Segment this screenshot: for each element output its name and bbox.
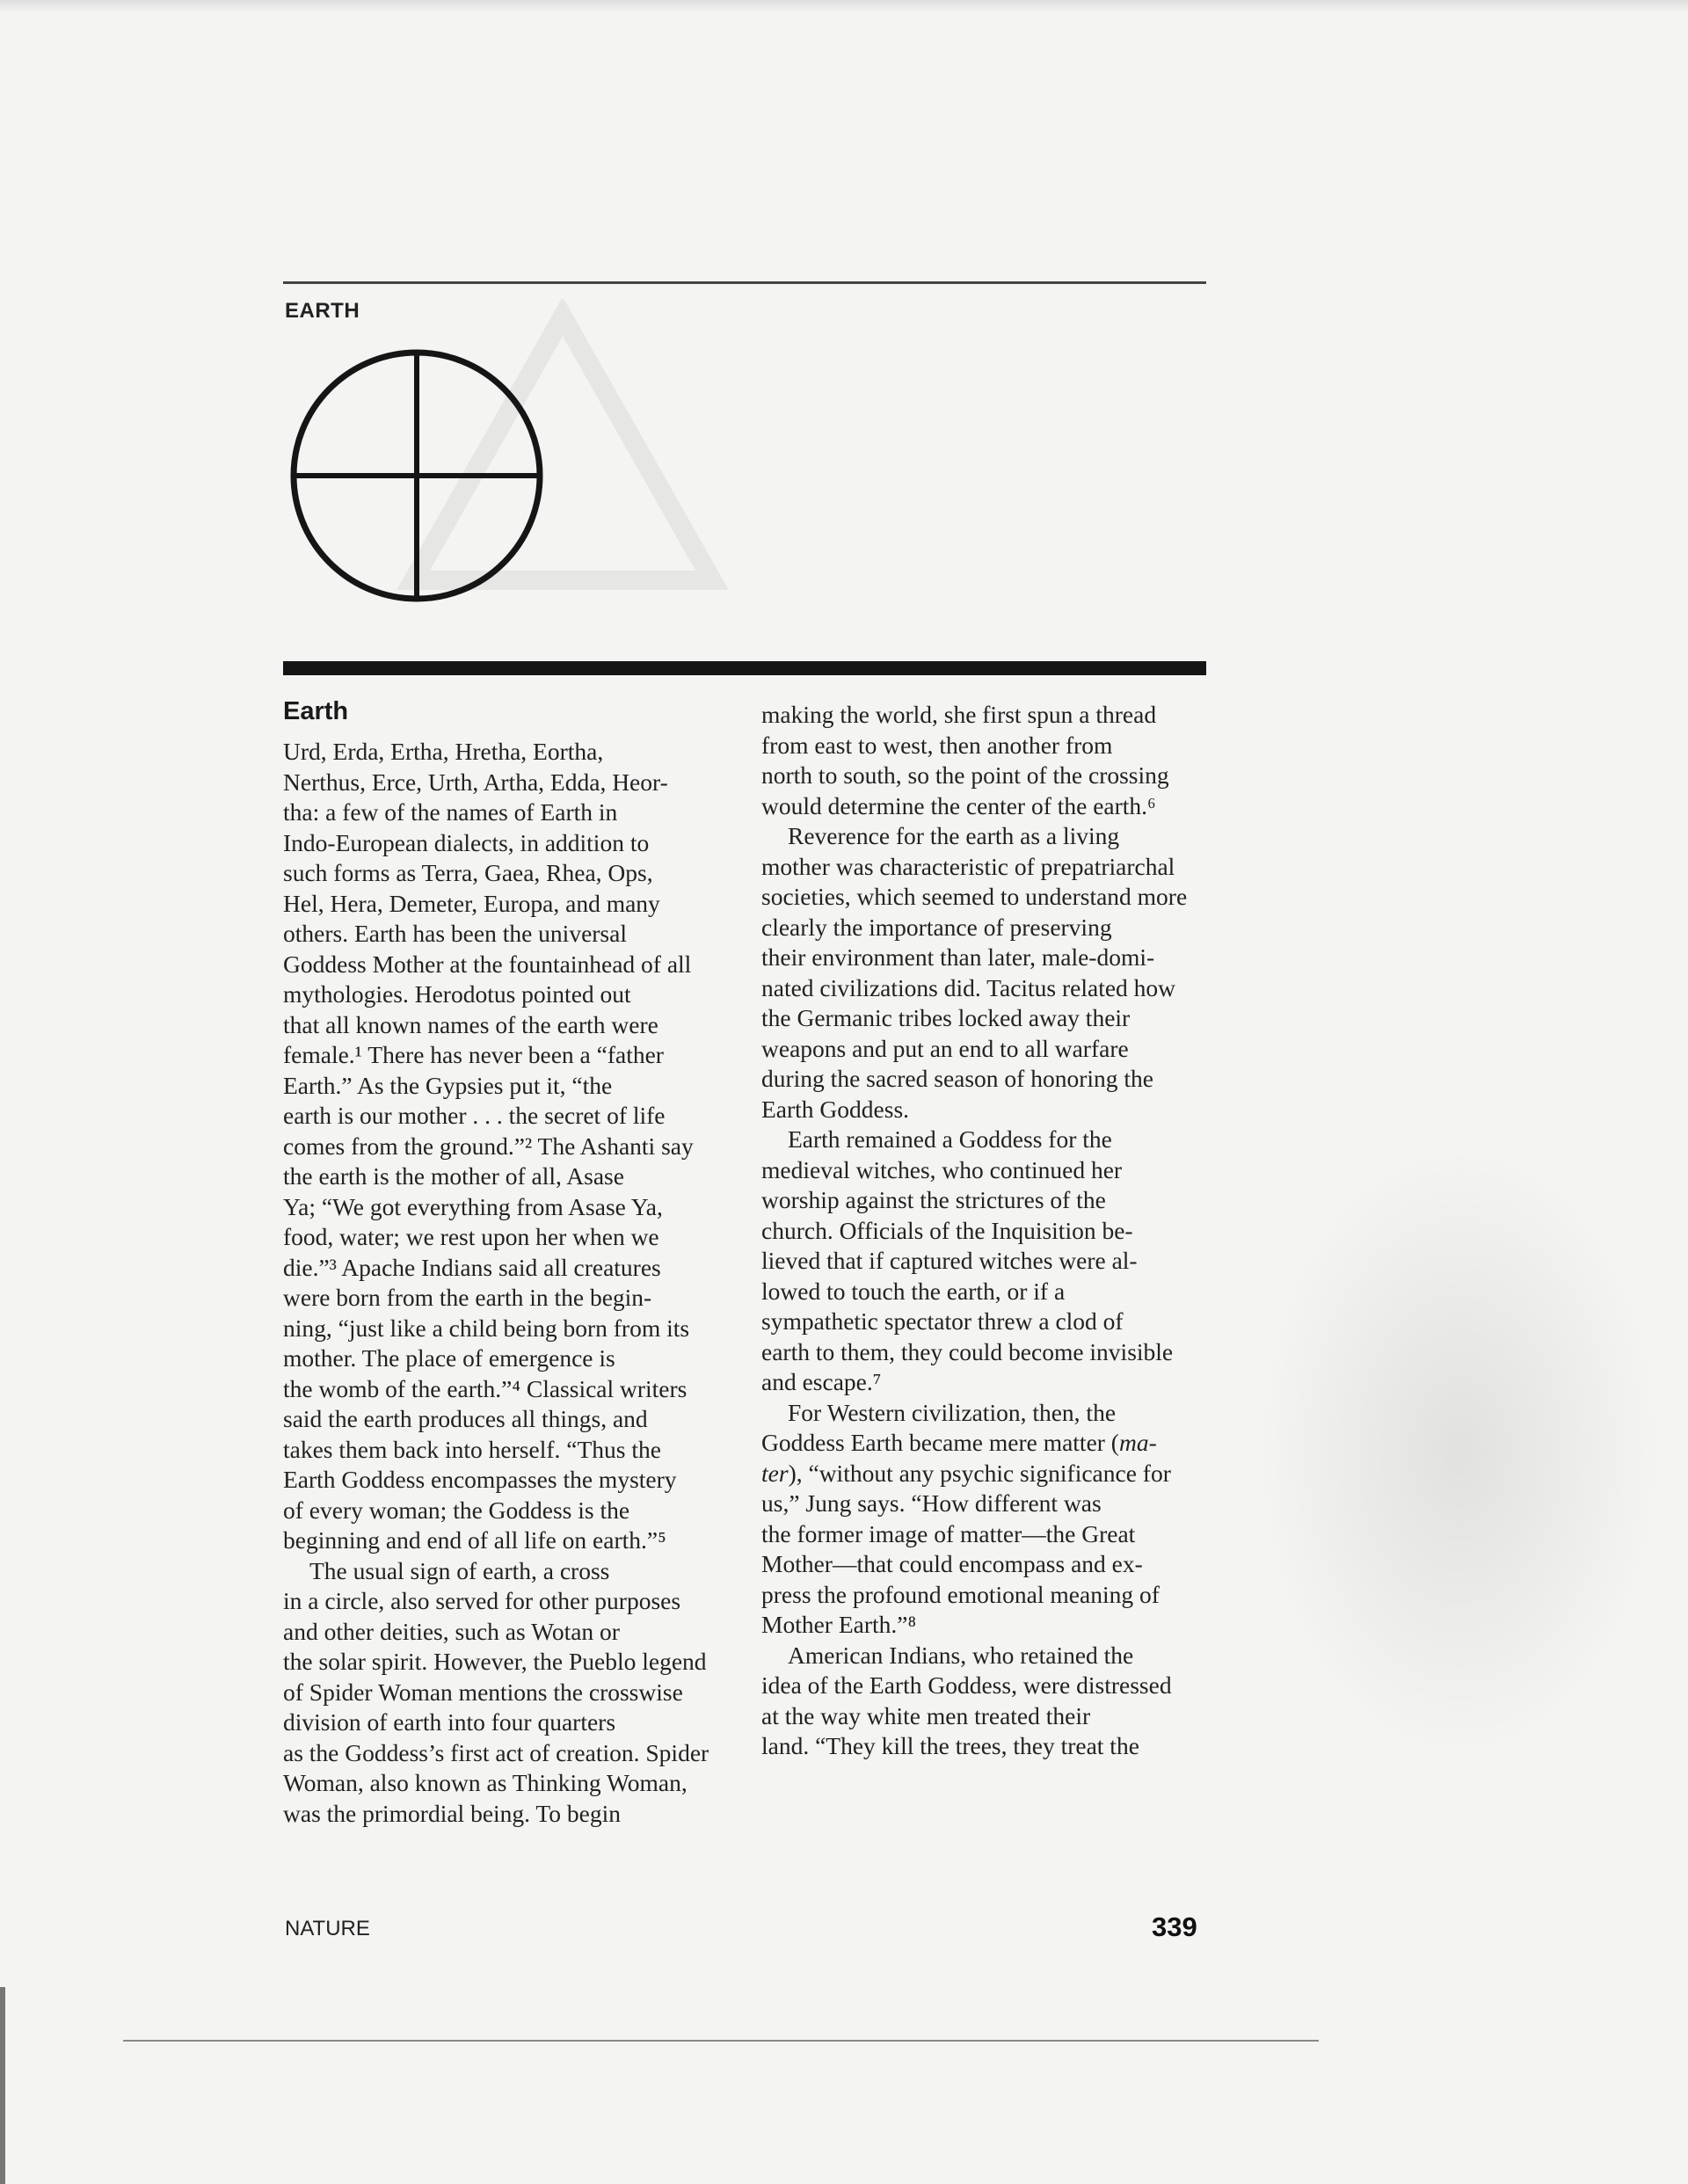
scan-bottom-line [123,2040,1319,2042]
text-line: as the Goddess’s first act of creation. Spider [283,1738,709,1766]
scan-shadow [1257,1143,1662,1758]
text-line: north to south, so the point of the crossing [761,761,1169,789]
text-line: such forms as Terra, Gaea, Rhea, Ops, [283,859,653,886]
text-line: Goddess Mother at the fountainhead of all [283,950,692,978]
text-line: medieval witches, who continued her [761,1155,1123,1183]
text-line: others. Earth has been the universal [283,920,627,947]
text-line: the solar spirit. However, the Pueblo legend [283,1648,707,1675]
text-line: Indo-European dialects, in addition to [283,828,650,856]
text-line: lieved that if captured witches were al- [761,1247,1138,1274]
text-line: earth is our mother . . . the secret of life [283,1102,666,1129]
text-line: Earth Goddess. [761,1095,910,1123]
text-line: clearly the importance of preserving [761,913,1112,941]
text-line: division of earth into four quarters [283,1708,616,1736]
text-line: Earth Goddess encompasses the mystery [283,1466,677,1493]
text-segment-italic: ma- [1118,1429,1157,1456]
text-line: Earth.” As the Gypsies put it, “the [283,1071,613,1099]
text-line: making the world, she first spun a thread [761,701,1157,728]
title-rule [283,661,1206,675]
text-line: church. Officials of the Inquisition be- [761,1216,1133,1244]
text-line: Nerthus, Erce, Urth, Artha, Edda, Heor- [283,768,668,796]
text-line: mythologies. Herodotus pointed out [283,980,631,1008]
text-line: beginning and end of all life on earth.”⁵ [283,1526,666,1554]
section-label: EARTH [285,299,360,323]
text-line: lowed to touch the earth, or if a [761,1277,1066,1305]
footer-section-label: NATURE [285,1917,370,1940]
scan-edge [0,0,1688,12]
text-line: ning, “just like a child being born from its [283,1314,690,1342]
text-line: of every woman; the Goddess is the [283,1496,630,1524]
text-line: Urd, Erda, Ertha, Hretha, Eortha, [283,738,604,765]
left-column [283,737,723,1829]
text-line: in a circle, also served for other purposes [283,1587,681,1614]
text-line: the former image of matter—the Great [761,1519,1136,1547]
text-segment: Goddess Earth became mere matter ( [761,1429,1119,1456]
text-line: their environment than later, male-domi- [761,943,1155,971]
earth-cross-circle-icon [283,339,550,613]
page-number: 339 [1152,1911,1197,1942]
text-segment: ), [788,1459,803,1487]
text-line: For Western civilization, then, the [788,1398,1117,1426]
right-column [761,700,1201,1762]
text-line: female.¹ There has never been a “father [283,1041,664,1068]
text-line: of Spider Woman mentions the crosswise [283,1678,683,1706]
article-title: Earth [283,697,349,725]
text-line: Mother—that could encompass and ex- [761,1550,1143,1577]
text-segment-italic: ter [761,1459,789,1487]
text-line: was the primordial being. To begin [283,1799,622,1827]
text-line: Ya; “We got everything from Asase Ya, [283,1192,663,1220]
text-line: food, water; we rest upon her when we [283,1223,659,1250]
scan-edge-mark [0,1987,5,2184]
text-line: and escape.⁷ [761,1368,882,1395]
text-line: American Indians, who retained the [788,1641,1134,1669]
text-line: the womb of the earth.”⁴ Classical writers [283,1374,688,1402]
text-line: the earth is the mother of all, Asase [283,1162,624,1190]
text-line [761,1428,1201,1459]
text-line: earth to them, they could become invisible [761,1337,1174,1365]
text-line: The usual sign of earth, a cross [309,1556,610,1584]
text-line: the Germanic tribes locked away their [761,1004,1131,1031]
text-line: die.”³ Apache Indians said all creatures [283,1253,661,1281]
text-line: were born from the earth in the begin- [283,1284,652,1311]
text-line: Mother Earth.”⁸ [761,1611,917,1638]
text-line: tha: a few of the names of Earth in [283,798,618,826]
text-line: societies, which seemed to understand more [761,883,1188,910]
text-line [761,1459,1201,1489]
text-line: mother was characteristic of prepatriarchal [761,852,1175,880]
text-line: said the earth produces all things, and [283,1405,648,1432]
text-line: that all known names of the earth were [283,1010,658,1038]
header-rule [283,281,1206,284]
text-segment: “without any psychic significance for [808,1459,1171,1487]
text-line: takes them back into herself. “Thus the [283,1435,661,1463]
text-line: Reverence for the earth as a living [788,822,1120,849]
text-line: press the profound emotional meaning of [761,1580,1160,1608]
text-line: and other deities, such as Wotan or [283,1617,620,1645]
text-line: Earth remained a Goddess for the [788,1125,1112,1153]
text-line: land. “They kill the trees, they treat the [761,1732,1139,1759]
text-line: mother. The place of emergence is [283,1344,615,1372]
text-line: sympathetic spectator threw a clod of [761,1307,1124,1335]
text-line: during the sacred season of honoring the [761,1065,1153,1092]
text-line: from east to west, then another from [761,731,1113,759]
text-line: comes from the ground.”² The Ashanti say [283,1132,694,1160]
text-line: worship against the strictures of the [761,1186,1106,1213]
text-line: us,” Jung says. “How different was [761,1489,1102,1517]
text-line: weapons and put an end to all warfare [761,1034,1129,1062]
text-line: Woman, also known as Thinking Woman, [283,1769,688,1796]
text-line: idea of the Earth Goddess, were distressed [761,1671,1172,1699]
text-line: would determine the center of the earth.⁶ [761,791,1156,819]
text-line: at the way white men treated their [761,1701,1091,1729]
text-line: Hel, Hera, Demeter, Europa, and many [283,889,660,917]
text-line: nated civilizations did. Tacitus related how [761,973,1176,1001]
